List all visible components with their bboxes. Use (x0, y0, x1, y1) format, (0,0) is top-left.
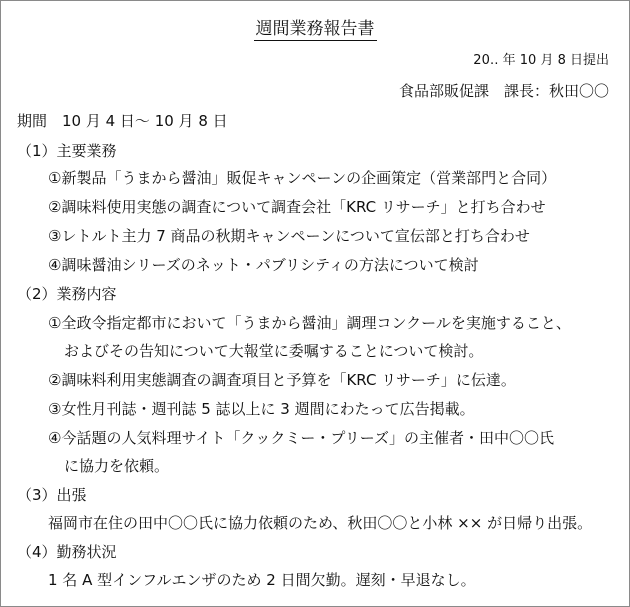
duty-detail-item-2: ②調味料利用実態調査の調査項目と予算を「KRC リサーチ」に伝達。 (48, 371, 516, 389)
duty-detail-item-4-continued: に協力を依頼。 (64, 457, 170, 475)
section-business-trip-heading: （3）出張 (17, 486, 87, 504)
duty-detail-item-3: ③女性月刊誌・週刊誌 5 誌以上に 3 週間にわたって広告掲載。 (48, 400, 475, 418)
business-trip-text: 福岡市在住の田中〇〇氏に協力依頼のため、秋田〇〇と小林 ×× が日帰り出張。 (48, 514, 593, 532)
submission-date: 20‥ 年 10 月 8 日提出 (473, 53, 609, 68)
section-attendance-heading: （4）勤務状況 (17, 543, 117, 561)
report-title: 週間業務報告書 (255, 19, 375, 39)
main-duty-item-1: ①新製品「うまから醤油」販促キャンペーンの企画策定（営業部門と合同） (48, 169, 557, 187)
duty-detail-item-4: ④今話題の人気料理サイト「クックミー・プリーズ」の主催者・田中〇〇氏 (48, 429, 555, 447)
attendance-text: 1 名 A 型インフルエンザのため 2 日間欠勤。遅刻・早退なし。 (48, 571, 476, 589)
section-duty-details-heading: （2）業務内容 (17, 285, 117, 303)
main-duty-item-4: ④調味醤油シリーズのネット・パブリシティの方法について検討 (48, 256, 479, 274)
report-title-row (1, 17, 629, 41)
duty-detail-item-1-continued: およびその告知について大報堂に委嘱することについて検討。 (64, 342, 484, 360)
duty-detail-item-1: ①全政令指定都市において「うまから醤油」調理コンクールを実施すること、 (48, 314, 571, 332)
main-duty-item-3: ③レトルト主力 7 商品の秋期キャンペーンについて宣伝部と打ち合わせ (48, 227, 530, 245)
section-main-duties-heading: （1）主要業務 (17, 142, 117, 160)
main-duty-item-2: ②調味料使用実態の調査について調査会社「KRC リサーチ」と打ち合わせ (48, 198, 546, 216)
department-and-manager: 食品部販促課 課長：秋田〇〇 (398, 82, 609, 100)
report-period: 期間 10 月 4 日～ 10 月 8 日 (17, 112, 228, 130)
